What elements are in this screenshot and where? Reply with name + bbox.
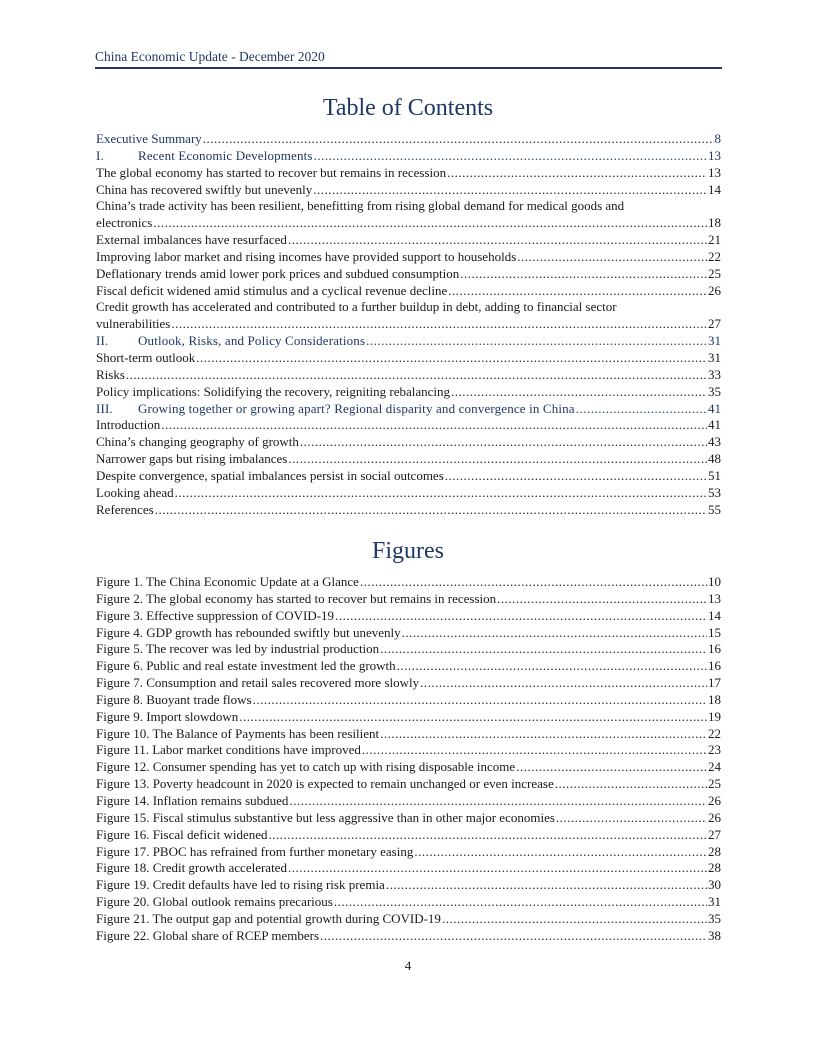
figure-entry[interactable] [96, 860, 721, 877]
dot-leader [380, 726, 707, 743]
entry-page-number: 15 [708, 624, 721, 640]
entry-text [96, 468, 444, 485]
entry-page-number: 14 [708, 607, 721, 623]
page-number: 4 [404, 958, 412, 973]
entry-text [96, 350, 195, 367]
dot-leader [175, 485, 707, 502]
entry-text [96, 485, 174, 502]
entry-title: Figure 20. Global outlook remains precarious [96, 894, 333, 910]
entry-text [96, 709, 238, 726]
entry-page-number: 25 [708, 265, 721, 281]
dot-leader [161, 417, 707, 434]
entry-page-number: 18 [708, 215, 721, 231]
entry-text [96, 625, 401, 642]
entry-page-number: 51 [708, 467, 721, 483]
entry-page-number: 17 [708, 675, 721, 691]
entry-page-number: 24 [708, 759, 721, 775]
dot-leader [402, 625, 707, 642]
entry-title: Fiscal deficit widened amid stimulus and a cyclical revenue decline [96, 282, 448, 298]
dot-leader [460, 266, 707, 283]
entry-text [96, 591, 496, 608]
dot-leader [289, 793, 707, 810]
dot-leader [334, 894, 707, 911]
figure-entry[interactable] [96, 625, 721, 642]
entry-text [96, 793, 288, 810]
entry-page-number: 48 [708, 451, 721, 467]
entry-text [96, 215, 152, 232]
entry-title: Figure 22. Global share of RCEP members [96, 927, 320, 943]
dot-leader [448, 283, 707, 300]
entry-page-number: 27 [708, 316, 721, 332]
entry-text [96, 608, 334, 625]
entry-text [96, 692, 252, 709]
entry-text [96, 384, 450, 401]
dot-leader [362, 742, 707, 759]
entry-page-number: 8 [714, 131, 721, 146]
entry-text [96, 367, 125, 384]
dot-leader [288, 451, 707, 468]
entry-title: Figure 3. Effective suppression of COVID-19 [96, 607, 335, 623]
entry-page-number: 31 [708, 894, 721, 910]
toc-entry[interactable] [96, 401, 721, 418]
entry-page-number: 14 [708, 181, 721, 197]
entry-title: Looking ahead [96, 484, 174, 500]
entry-page-number: 38 [708, 927, 721, 943]
figure-entry[interactable] [96, 759, 721, 776]
entry-title: Figure 4. GDP growth has rebounded swiftly but unevenly [96, 624, 401, 640]
figure-entry[interactable] [96, 692, 721, 709]
entry-text: China’s trade activity has been resilient, benefitting from rising global demand for medical goods and [96, 198, 625, 214]
entry-page-number: 16 [708, 658, 721, 674]
entry-title: The global economy has started to recover but remains in recession [96, 164, 447, 180]
dot-leader [420, 675, 707, 692]
entry-text [96, 232, 287, 249]
entry-title: Short-term outlook [96, 349, 196, 365]
dot-leader [414, 844, 707, 861]
entry-title: Figure 10. The Balance of Payments has been resilient [96, 725, 380, 741]
dot-leader [556, 810, 707, 827]
entry-page-number: 13 [708, 590, 721, 606]
dot-leader [555, 776, 707, 793]
entry-title: China has recovered swiftly but unevenly [96, 181, 313, 197]
dot-leader [203, 131, 714, 148]
entry-text [96, 249, 516, 266]
dot-leader [239, 709, 707, 726]
entry-text [96, 658, 396, 675]
entry-text [96, 182, 312, 199]
entry-page-number: 21 [708, 232, 721, 248]
figure-entry[interactable] [96, 709, 721, 726]
entry-title: Deflationary trends amid lower pork prices and subdued consumption [96, 265, 460, 281]
dot-leader [288, 860, 707, 877]
entry-text [96, 844, 413, 861]
figure-entry[interactable] [96, 675, 721, 692]
entry-title: Executive Summary [96, 131, 202, 146]
entry-title: Figure 19. Credit defaults have led to rising risk premia [96, 877, 385, 893]
entry-text [96, 283, 447, 300]
entry-title: Figure 5. The recover was led by industrial production [96, 641, 380, 657]
figure-entry[interactable] [96, 776, 721, 793]
figure-entry[interactable] [96, 793, 721, 810]
toc-entry[interactable] [96, 198, 721, 232]
entry-page-number: 30 [708, 877, 721, 893]
figure-entry[interactable] [96, 591, 721, 608]
entry-title: Figure 21. The output gap and potential growth during COVID-19 [96, 910, 441, 926]
entry-page-number: 41 [708, 417, 721, 433]
entry-page-number: 26 [708, 282, 721, 298]
dot-leader [155, 502, 707, 519]
running-header [95, 49, 722, 69]
toc-entry[interactable] [96, 367, 721, 384]
entry-text [96, 641, 379, 658]
dot-leader [517, 249, 707, 266]
entry-text [96, 759, 515, 776]
dot-leader [386, 877, 707, 894]
figure-entry[interactable] [96, 742, 721, 759]
toc-entry[interactable] [96, 299, 721, 333]
dot-leader [126, 367, 707, 384]
figure-entry[interactable] [96, 894, 721, 911]
entry-title: Improving labor market and rising incomes have provided support to households [96, 248, 517, 264]
toc-entry[interactable] [96, 333, 721, 350]
entry-page-number: 43 [708, 434, 721, 450]
entry-page-number: 18 [708, 691, 721, 707]
dot-leader [288, 232, 707, 249]
entry-page-number: 35 [708, 383, 721, 399]
entry-text [96, 148, 313, 165]
entry-page-number: 23 [708, 742, 721, 758]
entry-text [96, 451, 287, 468]
toc-entry[interactable] [96, 283, 721, 300]
figure-entry[interactable] [96, 911, 721, 928]
entry-title: Figure 8. Buoyant trade flows [96, 691, 252, 707]
entry-title: Narrower gaps but rising imbalances [96, 451, 288, 467]
entry-page-number: 26 [708, 792, 721, 808]
figures-list [96, 574, 721, 945]
entry-page-number: 28 [708, 860, 721, 876]
entry-title: China’s changing geography of growth [96, 434, 299, 450]
toc-entry[interactable] [96, 182, 721, 199]
entry-title: Figure 18. Credit growth accelerated [96, 860, 287, 876]
section-number: II. [96, 333, 109, 349]
entry-page-number: 26 [708, 809, 721, 825]
figure-entry[interactable] [96, 641, 721, 658]
figure-entry[interactable] [96, 827, 721, 844]
dot-leader [313, 182, 707, 199]
entry-text [96, 333, 365, 350]
entry-page-number: 13 [708, 164, 721, 180]
entry-page-number: 22 [708, 248, 721, 264]
toc-entry[interactable] [96, 249, 721, 266]
entry-title: Figure 17. PBOC has refrained from further monetary easing [96, 843, 414, 859]
dot-leader [447, 165, 707, 182]
entry-title: References [96, 501, 154, 517]
dot-leader [497, 591, 707, 608]
entry-text [96, 894, 333, 911]
entry-title: Figure 1. The China Economic Update at a Glance [96, 574, 359, 589]
entry-page-number: 53 [708, 484, 721, 500]
entry-page-number: 22 [708, 725, 721, 741]
entry-page-number: 31 [708, 333, 721, 349]
entry-page-number: 55 [708, 501, 721, 517]
entry-title: Risks [96, 366, 125, 382]
toc-list [96, 131, 721, 518]
entry-text [96, 316, 170, 333]
entry-text-continued: electronics [96, 215, 153, 231]
section-number: III. [96, 400, 113, 416]
entry-title: Figure 13. Poverty headcount in 2020 is expected to remain unchanged or even increase [96, 776, 554, 792]
entry-title: Figure 9. Import slowdown [96, 708, 239, 724]
entry-text [96, 574, 359, 591]
toc-entry[interactable] [96, 350, 721, 367]
figure-entry[interactable] [96, 574, 721, 591]
figure-entry[interactable] [96, 608, 721, 625]
entry-page-number: 10 [708, 574, 721, 589]
figure-entry[interactable] [96, 877, 721, 894]
toc-entry[interactable] [96, 131, 721, 148]
entry-text [96, 742, 361, 759]
dot-leader [366, 333, 707, 350]
figures-title: Figures [372, 538, 444, 564]
entry-text [96, 860, 287, 877]
toc-entry[interactable] [96, 485, 721, 502]
dot-leader [442, 911, 707, 928]
section-title: Recent Economic Developments [138, 147, 313, 163]
entry-text [96, 911, 441, 928]
toc-entry[interactable] [96, 434, 721, 451]
entry-title: Figure 7. Consumption and retail sales recovered more slowly [96, 675, 420, 691]
toc-entry[interactable] [96, 417, 721, 434]
entry-title: Figure 15. Fiscal stimulus substantive but less aggressive than in other major economies [96, 809, 555, 825]
entry-title: Figure 16. Fiscal deficit widened [96, 826, 268, 842]
toc-entry[interactable] [96, 451, 721, 468]
figure-entry[interactable] [96, 726, 721, 743]
dot-leader [397, 658, 707, 675]
dot-leader [451, 384, 707, 401]
entry-title: External imbalances have resurfaced [96, 232, 287, 248]
figure-entry[interactable] [96, 844, 721, 861]
dot-leader [320, 928, 707, 945]
entry-text [96, 675, 419, 692]
section-number: I. [96, 147, 104, 163]
toc-entry[interactable] [96, 468, 721, 485]
entry-page-number: 35 [708, 910, 721, 926]
entry-title: Policy implications: Solidifying the recovery, reigniting rebalancing [96, 383, 451, 399]
entry-text [96, 502, 154, 519]
dot-leader [335, 608, 707, 625]
dot-leader [196, 350, 707, 367]
dot-leader [516, 759, 707, 776]
entry-text [96, 417, 160, 434]
entry-text [96, 266, 459, 283]
entry-title: Figure 14. Inflation remains subdued [96, 792, 289, 808]
dot-leader [253, 692, 707, 709]
entry-page-number: 13 [708, 147, 721, 163]
entry-page-number: 25 [708, 776, 721, 792]
entry-title: Figure 12. Consumer spending has yet to catch up with rising disposable income [96, 759, 516, 775]
entry-text [96, 165, 446, 182]
toc-title: Table of Contents [322, 95, 494, 121]
header-title: China Economic Update - December 2020 [95, 49, 325, 64]
section-title: Growing together or growing apart? Regional disparity and convergence in China [138, 400, 575, 416]
entry-title: Figure 11. Labor market conditions have improved [96, 742, 361, 758]
entry-title: Despite convergence, spatial imbalances persist in social outcomes [96, 467, 444, 483]
entry-text [96, 928, 319, 945]
figure-entry[interactable] [96, 810, 721, 827]
toc-entry[interactable] [96, 165, 721, 182]
entry-text-continued: vulnerabilities [96, 316, 171, 332]
entry-title: Introduction [96, 417, 161, 433]
entry-title: Figure 2. The global economy has started to recover but remains in recession [96, 590, 497, 606]
figure-entry[interactable] [96, 928, 721, 945]
dot-leader [269, 827, 708, 844]
entry-page-number: 41 [708, 400, 721, 416]
toc-entry[interactable] [96, 502, 721, 519]
dot-leader [445, 468, 707, 485]
dot-leader [171, 316, 707, 333]
entry-page-number: 19 [708, 708, 721, 724]
entry-text [96, 827, 268, 844]
dot-leader [153, 215, 707, 232]
dot-leader [380, 641, 707, 658]
entry-page-number: 33 [708, 366, 721, 382]
entry-page-number: 16 [708, 641, 721, 657]
dot-leader [360, 574, 707, 591]
toc-entry[interactable] [96, 232, 721, 249]
dot-leader [314, 148, 707, 165]
dot-leader [576, 401, 707, 418]
entry-title: Figure 6. Public and real estate investment led the growth [96, 658, 396, 674]
toc-entry[interactable] [96, 266, 721, 283]
toc-entry[interactable] [96, 148, 721, 165]
entry-text [96, 776, 554, 793]
dot-leader [300, 434, 707, 451]
toc-entry[interactable] [96, 384, 721, 401]
entry-text: Credit growth has accelerated and contributed to a further buildup in debt, adding to financial sector [96, 299, 617, 315]
entry-text [96, 131, 202, 148]
entry-text [96, 401, 575, 418]
entry-text [96, 810, 555, 827]
entry-text [96, 877, 385, 894]
figure-entry[interactable] [96, 658, 721, 675]
entry-text [96, 726, 379, 743]
entry-page-number: 27 [708, 826, 721, 842]
entry-page-number: 31 [708, 349, 721, 365]
section-title: Outlook, Risks, and Policy Considerations [138, 333, 366, 349]
entry-page-number: 28 [708, 843, 721, 859]
entry-text [96, 434, 299, 451]
